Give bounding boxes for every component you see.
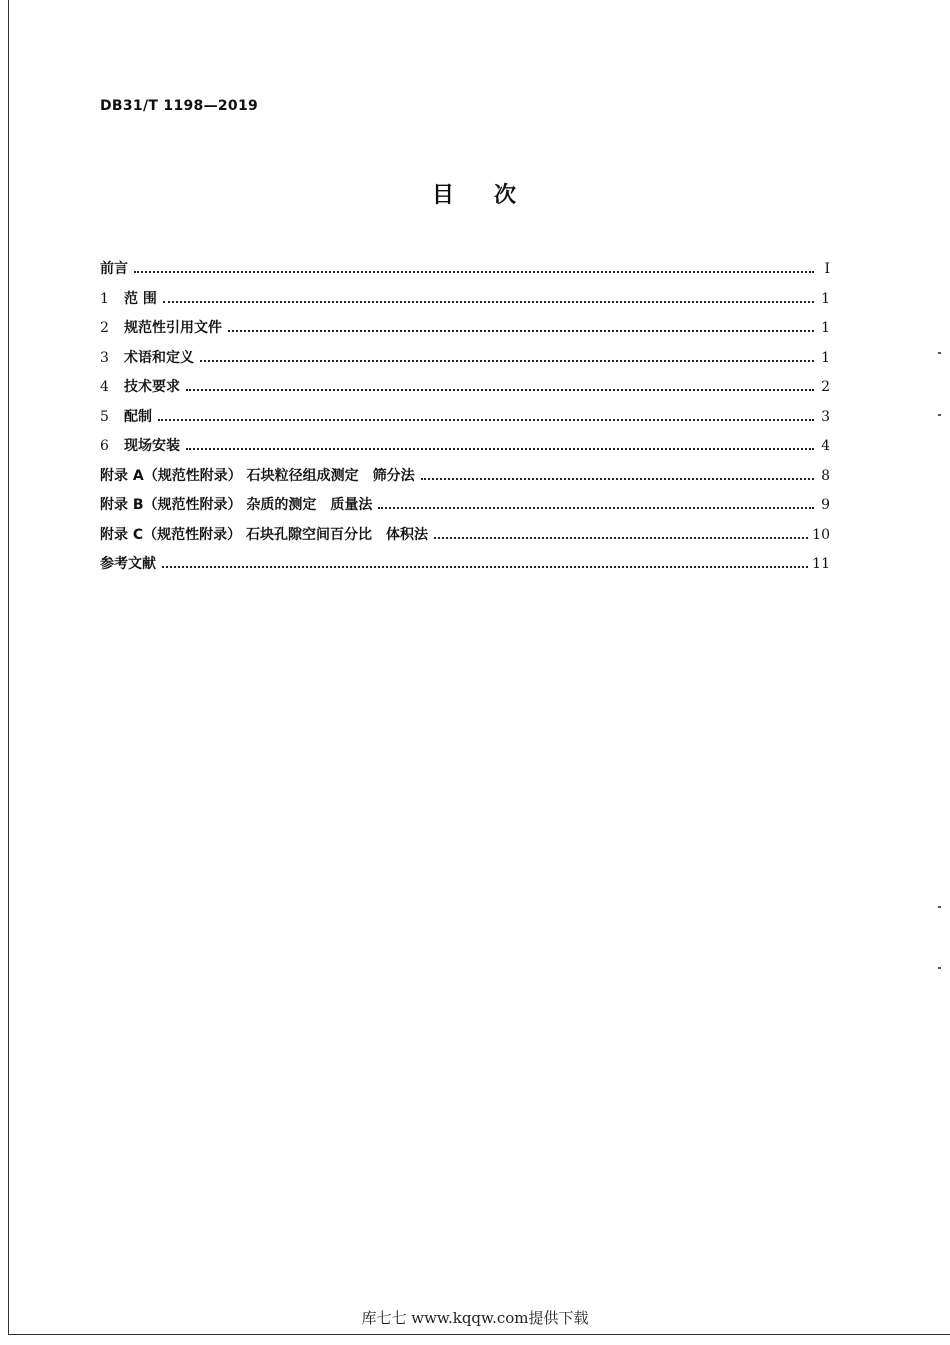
toc-entry-number: 2 (100, 320, 109, 336)
toc-entry-label: 技术要求 (124, 379, 180, 395)
toc-entry-label: 规范性引用文件 (124, 320, 222, 336)
toc-entry-appendix-c[interactable] (100, 524, 830, 554)
dot-leader (421, 477, 814, 480)
toc-page-number: 11 (812, 556, 830, 572)
dot-leader (200, 359, 814, 362)
dot-leader (162, 565, 808, 568)
page-bottom-edge (8, 1334, 950, 1335)
toc-entry-preparation[interactable] (100, 406, 830, 436)
toc-entry-number: 6 (100, 438, 109, 454)
toc-page-number: 1 (821, 290, 830, 307)
dot-leader (134, 270, 814, 273)
download-footer: 库七七 www.kqqw.com提供下载 (361, 1309, 589, 1327)
toc-entry-label: 附录 B（规范性附录） 杂质的测定 质量法 (100, 497, 373, 513)
toc-entry-scope[interactable] (100, 288, 830, 318)
toc-page-number: 3 (821, 408, 830, 425)
scan-speck (938, 967, 941, 969)
toc-entry-number: 3 (100, 349, 109, 366)
toc-entry-label: 前言 (100, 261, 128, 277)
toc-entry-appendix-b[interactable] (100, 494, 830, 524)
toc-entry-label: 现场安装 (124, 438, 180, 454)
toc-entry-label: 术语和定义 (124, 349, 194, 366)
toc-entry-label: 参考文献 (100, 556, 156, 572)
scan-speck (938, 414, 941, 416)
toc-entry-bibliography[interactable] (100, 553, 830, 583)
toc-entry-label: 附录 A（规范性附录） 石块粒径组成测定 筛分法 (100, 467, 415, 484)
dot-leader (163, 300, 814, 303)
toc-entry-technical-requirements[interactable] (100, 376, 830, 406)
scan-speck (938, 906, 941, 908)
toc-page-number: 1 (821, 320, 830, 336)
dot-leader (378, 506, 814, 509)
page-title: 目次 (431, 183, 556, 208)
dot-leader (186, 447, 814, 450)
toc-page-number: 8 (821, 467, 830, 484)
toc-entry-number: 4 (100, 379, 109, 395)
toc-page-number: 10 (812, 526, 830, 543)
toc-page-number: I (824, 261, 830, 277)
dot-leader (434, 536, 808, 539)
toc-entry-terms[interactable] (100, 347, 830, 377)
toc-entry-preface[interactable] (100, 258, 830, 288)
toc-entry-label: 配制 (124, 408, 152, 425)
standard-number: DB31/T 1198—2019 (100, 98, 259, 114)
toc-entry-appendix-a[interactable] (100, 465, 830, 495)
toc-entry-number: 1 (100, 290, 109, 307)
table-of-contents (100, 258, 830, 583)
toc-entry-installation[interactable] (100, 435, 830, 465)
toc-page-number: 4 (821, 438, 830, 454)
toc-entry-label: 附录 C（规范性附录） 石块孔隙空间百分比 体积法 (100, 526, 429, 543)
dot-leader (228, 329, 814, 332)
toc-page-number: 9 (821, 497, 830, 513)
toc-entry-number: 5 (100, 408, 109, 425)
toc-page-number: 2 (821, 379, 830, 395)
scan-speck (938, 352, 941, 354)
toc-entry-normative-references[interactable] (100, 317, 830, 347)
dot-leader (186, 388, 814, 391)
toc-entry-label: 范 围 (124, 290, 157, 307)
dot-leader (158, 418, 814, 421)
toc-page-number: 1 (821, 349, 830, 366)
